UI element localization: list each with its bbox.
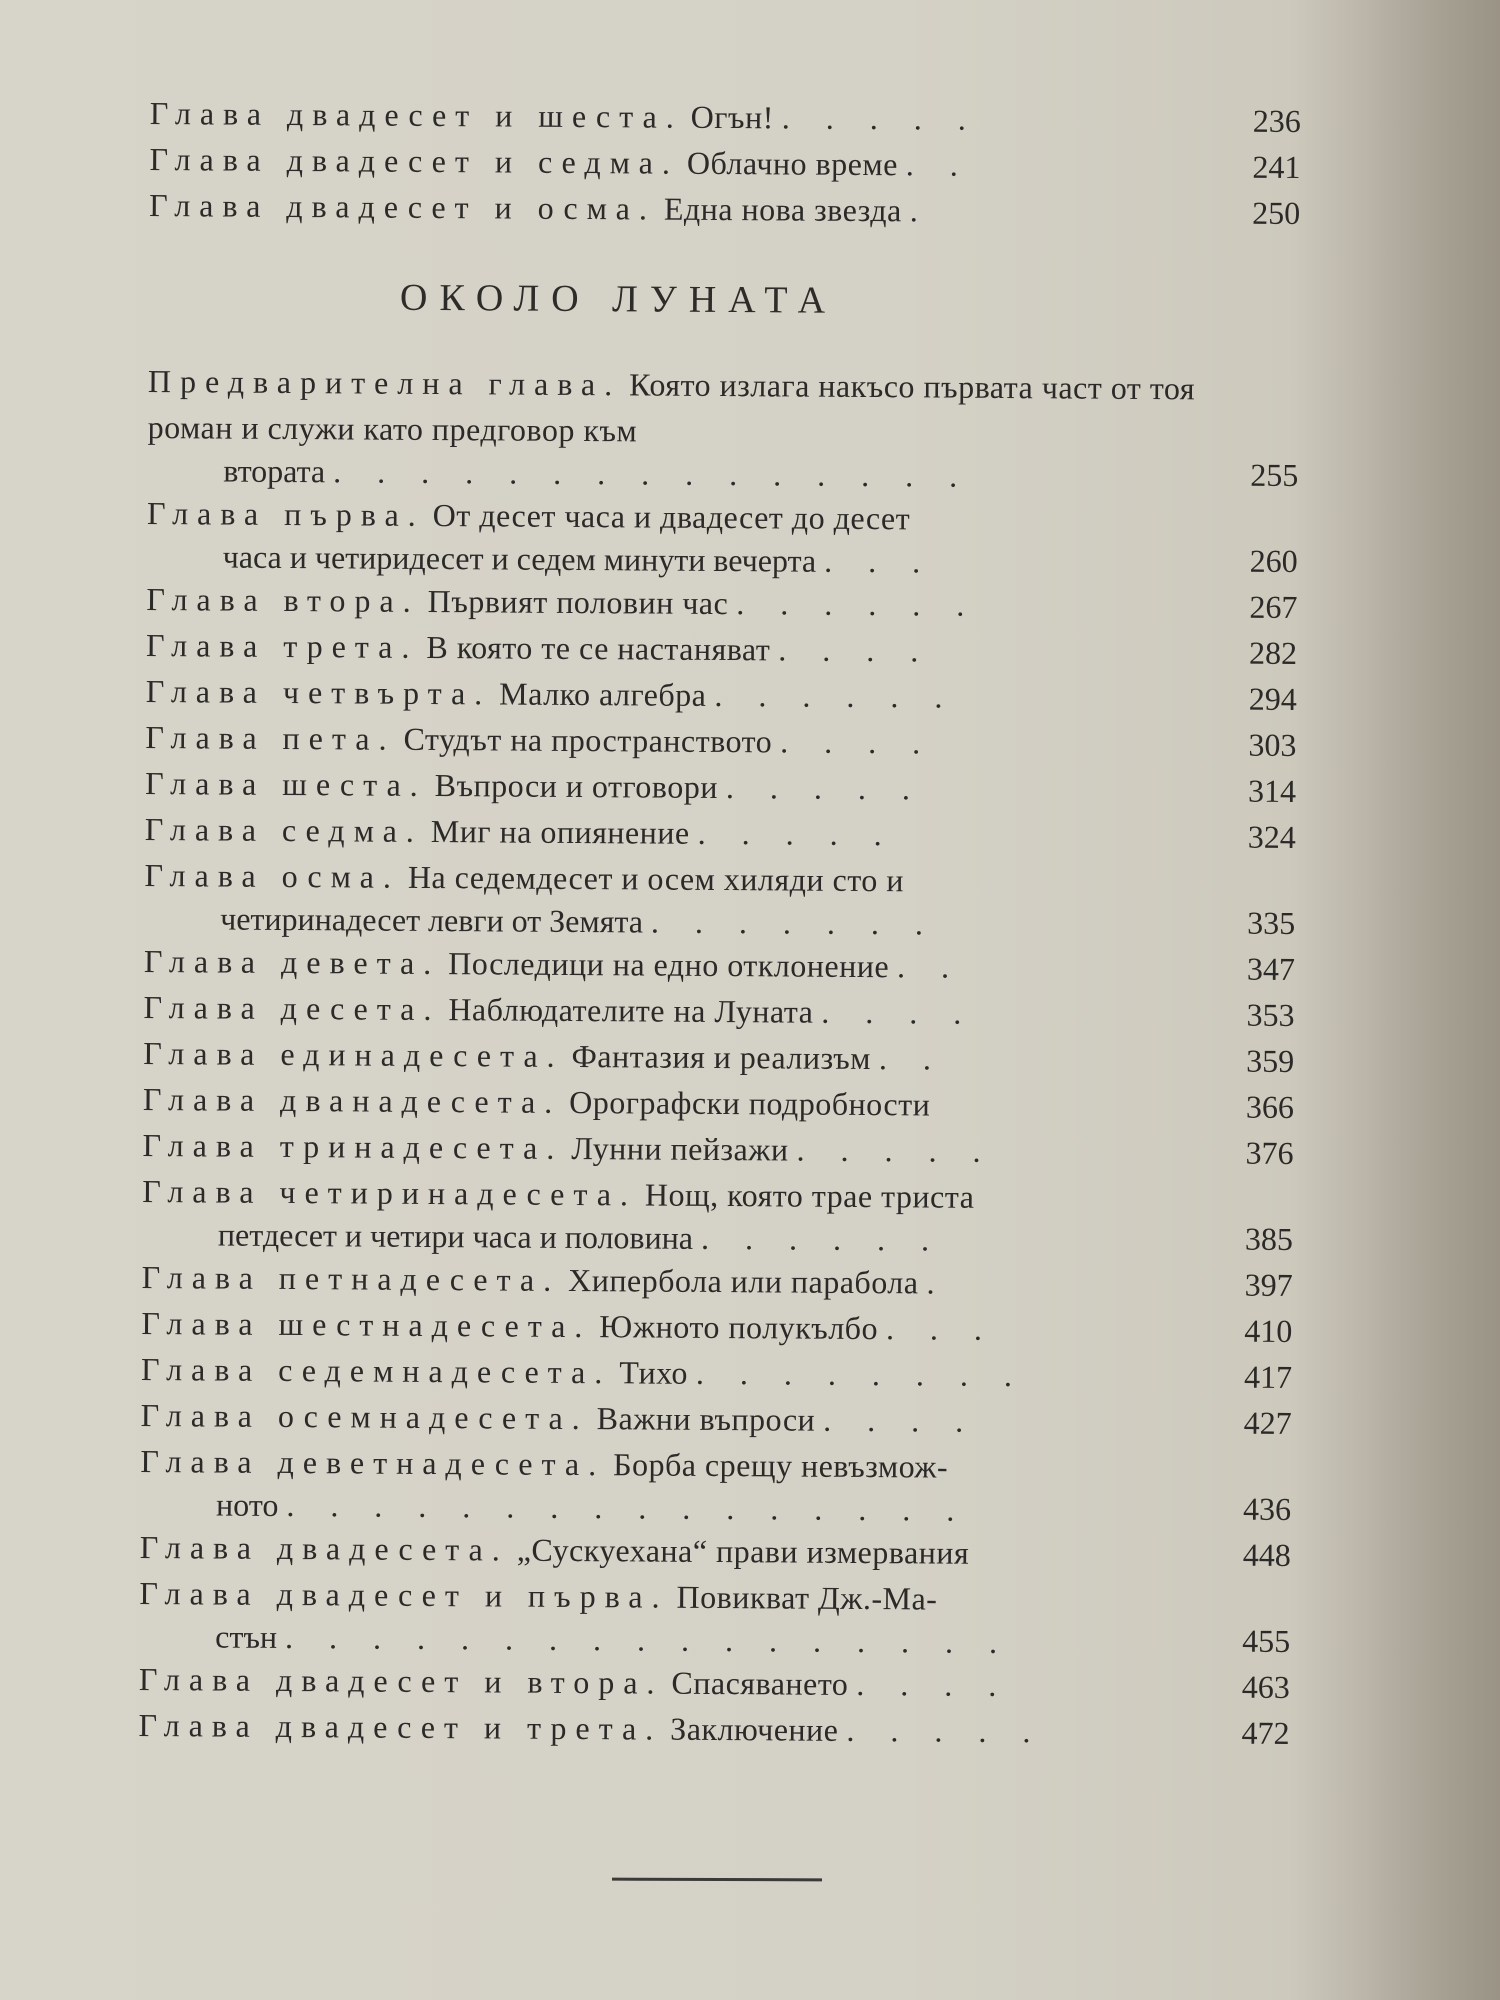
- toc-entry: [149, 136, 1319, 190]
- leader-dots: . . . . . .: [714, 676, 957, 715]
- toc-entry: [144, 852, 1315, 946]
- toc-entry: [142, 1168, 1313, 1262]
- toc-entry-text: [141, 1300, 1196, 1353]
- chapter-title-line2: четиринадесет левги от Земята: [220, 900, 644, 940]
- page-number: 427: [1243, 1404, 1292, 1442]
- chapter-title: Важни въпроси: [596, 1400, 816, 1438]
- toc-entry: [141, 1300, 1311, 1354]
- leader-dots: . . . .: [823, 1401, 978, 1439]
- chapter-label: Глава десета.: [143, 988, 441, 1028]
- chapter-label: Глава четиринадесета.: [142, 1172, 638, 1213]
- toc-main-list: [138, 358, 1318, 1756]
- chapter-label: Глава двадесет и трета.: [138, 1706, 663, 1747]
- page-number: 303: [1248, 726, 1297, 764]
- leader-dots: . . . . .: [725, 769, 925, 807]
- page-number: 417: [1243, 1358, 1293, 1396]
- page-number: 347: [1246, 950, 1296, 988]
- chapter-title: Първият половин час: [427, 582, 729, 622]
- leader-dots: . . .: [824, 542, 935, 580]
- chapter-label: Предварителна глава.: [147, 362, 622, 403]
- chapter-title: Спасяването: [671, 1664, 849, 1702]
- toc-entry: [139, 1570, 1310, 1664]
- chapter-title-line2: ното: [216, 1486, 279, 1523]
- chapter-title: „Сускуехана“ прави измервания: [516, 1531, 970, 1571]
- toc-entry: [145, 760, 1315, 814]
- page-number: 236: [1252, 102, 1301, 140]
- page-number: 241: [1252, 148, 1301, 186]
- page-number: 324: [1247, 818, 1296, 856]
- chapter-title: Лунни пейзажи: [571, 1129, 789, 1168]
- chapter-label: Глава втора.: [146, 580, 420, 619]
- chapter-title: Хипербола или парабола: [568, 1261, 919, 1301]
- leader-dots: . . . . . . . .: [695, 1354, 1027, 1394]
- leader-dots: . . . .: [780, 723, 935, 761]
- toc-top-list: [149, 90, 1320, 236]
- toc-entry-text: [142, 1254, 1197, 1307]
- toc-entry: [139, 1656, 1309, 1710]
- chapter-label: Глава пета.: [145, 718, 396, 757]
- chapter-title-line2: часа и четиридесет и седем минути вечерта: [222, 538, 817, 579]
- chapter-title: Заключение: [670, 1710, 839, 1748]
- leader-dots: . . . . .: [697, 814, 896, 853]
- leader-dots: . . . . .: [796, 1131, 995, 1169]
- page-number: 353: [1246, 996, 1295, 1034]
- toc-entry: [145, 806, 1315, 860]
- leader-dots: . . . .: [856, 1665, 1011, 1704]
- toc-entry: [142, 1254, 1312, 1308]
- page-number: 448: [1242, 1536, 1291, 1573]
- toc-entry-text: [150, 90, 1205, 143]
- toc-entry-text: [147, 490, 1203, 583]
- chapter-title: Въпроси и отговори: [434, 767, 719, 805]
- chapter-title-line2: втората: [223, 452, 326, 490]
- toc-entry: [146, 668, 1316, 722]
- chapter-label: Глава единадесета.: [143, 1034, 564, 1074]
- page-number: 436: [1242, 1490, 1292, 1528]
- toc-entry-text: [139, 1570, 1195, 1663]
- chapter-label: Глава двадесета.: [139, 1528, 509, 1568]
- chapter-title: Наблюдателите на Луната: [448, 991, 814, 1030]
- toc-entry-text: [139, 1656, 1194, 1709]
- toc-entry: [142, 1122, 1312, 1176]
- chapter-label: Глава седемнадесета.: [140, 1350, 612, 1391]
- chapter-title: Една нова звезда: [663, 190, 902, 229]
- chapter-title: Южното полукълбо: [599, 1308, 879, 1347]
- chapter-label: Глава четвърта.: [145, 672, 492, 712]
- leader-dots: . .: [905, 146, 972, 183]
- chapter-label: Глава двадесет и втора.: [138, 1660, 664, 1701]
- page-number: 455: [1242, 1622, 1291, 1659]
- chapter-label: Глава дванадесета.: [142, 1080, 562, 1120]
- page-number: 376: [1245, 1134, 1294, 1172]
- chapter-title: Облачно време: [686, 144, 899, 183]
- toc-entry-text: [145, 806, 1200, 859]
- page-number: 397: [1244, 1266, 1293, 1304]
- toc-entry-text: [144, 938, 1199, 991]
- toc-entry: [138, 1702, 1308, 1756]
- chapter-title: Последици на едно отклонение: [448, 945, 890, 985]
- closing-rule: [612, 1878, 822, 1882]
- chapter-title: От десет часа и двадесет до десет: [432, 496, 911, 537]
- chapter-label: Глава петнадесета.: [141, 1258, 561, 1298]
- toc-entry-text: [146, 576, 1201, 629]
- chapter-title-line2: стън: [215, 1618, 278, 1655]
- chapter-title: Миг на опиянение: [430, 812, 690, 851]
- chapter-title: Фантазия и реализъм: [571, 1037, 872, 1077]
- toc-entry: [146, 576, 1316, 630]
- chapter-label: Глава осма.: [144, 856, 401, 895]
- chapter-label: Глава шеста.: [145, 764, 427, 803]
- chapter-title: Повикват Дж.-Ма-: [676, 1578, 938, 1617]
- toc-entry-text: [145, 760, 1200, 813]
- toc-entry-text: [138, 1702, 1193, 1755]
- chapter-title: Която излага накъсо първата част от тоя роман и служи като предговор към: [147, 366, 1196, 449]
- page-number: 314: [1248, 772, 1297, 810]
- toc-entry: [145, 714, 1315, 768]
- chapter-title: Огън!: [690, 98, 774, 136]
- toc-entry-text: [143, 1030, 1198, 1083]
- page-number: 260: [1249, 542, 1298, 580]
- toc-entry-text: [143, 1076, 1198, 1129]
- toc-entry: [140, 1524, 1310, 1578]
- toc-entry-text: [141, 1392, 1196, 1445]
- toc-entry-text: [141, 1346, 1196, 1399]
- leader-dots: . . . . . . . . . . . . . . . .: [286, 1486, 969, 1528]
- toc-entry-text: [143, 984, 1198, 1037]
- page-number: 335: [1247, 904, 1296, 942]
- chapter-label: Глава тринадесета.: [142, 1126, 564, 1166]
- chapter-label: Глава девета.: [143, 942, 441, 982]
- chapter-label: Глава деветнадесета.: [140, 1442, 606, 1483]
- page-number: 359: [1246, 1042, 1295, 1080]
- leader-dots: .: [926, 1264, 949, 1301]
- toc-entry: [143, 1030, 1313, 1084]
- chapter-label: Глава седма.: [144, 810, 424, 849]
- page-number: 385: [1244, 1220, 1294, 1258]
- leader-dots: . . . . . .: [736, 585, 979, 623]
- table-of-contents: [138, 90, 1320, 1756]
- leader-dots: . . . . . . . . . . . . . . .: [333, 453, 972, 494]
- chapter-title: На седемдесет и осем хиляди сто и: [407, 858, 905, 899]
- chapter-label: Глава трета.: [145, 626, 419, 665]
- toc-entry: [147, 490, 1318, 584]
- chapter-label: Глава двадесет и шеста.: [149, 94, 683, 135]
- chapter-label: Глава първа.: [146, 494, 425, 533]
- chapter-title: В която те се настаняват: [426, 628, 771, 668]
- chapter-title: Борба срещу невъзмож-: [613, 1446, 949, 1485]
- toc-entry: [143, 1076, 1313, 1130]
- toc-entry-text: [146, 622, 1201, 675]
- page-number: 410: [1244, 1312, 1293, 1350]
- chapter-label: Глава двадесет и първа.: [139, 1574, 669, 1615]
- page-number: 255: [1250, 456, 1299, 494]
- page-number: 366: [1245, 1088, 1295, 1126]
- leader-dots: . .: [897, 948, 964, 985]
- toc-entry-text: [142, 1122, 1197, 1175]
- toc-entry: [150, 90, 1320, 144]
- toc-entry-text: [142, 1168, 1198, 1261]
- section-heading: ОКОЛО ЛУНАТА: [399, 276, 838, 322]
- toc-entry-text: [147, 358, 1203, 497]
- toc-entry-text: [140, 1524, 1195, 1577]
- page-number: 463: [1241, 1668, 1291, 1705]
- toc-entry-text: [145, 714, 1200, 767]
- page-number: 267: [1249, 588, 1298, 626]
- page-number: 294: [1248, 680, 1297, 718]
- leader-dots: . . .: [885, 1310, 997, 1347]
- toc-entry: [143, 984, 1313, 1038]
- toc-entry: [147, 358, 1318, 498]
- toc-entry: [146, 622, 1316, 676]
- chapter-title: Студът на пространството: [403, 720, 773, 760]
- toc-entry: [149, 182, 1319, 236]
- page-number: 282: [1248, 634, 1298, 672]
- toc-entry: [144, 938, 1314, 992]
- toc-entry-text: [146, 668, 1201, 721]
- page-number: 472: [1241, 1714, 1290, 1751]
- toc-entry-text: [144, 852, 1200, 945]
- leader-dots: . . . . . . .: [650, 903, 938, 942]
- chapter-title: Орографски подробности: [569, 1083, 931, 1123]
- leader-dots: . .: [878, 1040, 946, 1077]
- chapter-label: Глава двадесет и седма.: [149, 140, 680, 181]
- chapter-label: Глава осемнадесета.: [140, 1396, 589, 1437]
- chapter-title: Нощ, която трае триста: [644, 1176, 975, 1215]
- leader-dots: . . . .: [821, 993, 976, 1031]
- leader-dots: . . . . .: [846, 1711, 1045, 1750]
- toc-entry-text: [149, 136, 1204, 189]
- page-number: 250: [1252, 194, 1301, 232]
- toc-entry: [140, 1438, 1311, 1532]
- leader-dots: . . . . . . . . . . . . . . . . .: [284, 1618, 1012, 1661]
- chapter-title: Тихо: [619, 1354, 689, 1391]
- leader-dots: . . . . . .: [700, 1219, 944, 1258]
- chapter-label: Глава двадесет и осма.: [149, 186, 657, 227]
- toc-entry-text: [140, 1438, 1196, 1531]
- toc-entry: [141, 1346, 1311, 1400]
- chapter-label: Глава шестнадесета.: [141, 1304, 592, 1345]
- chapter-title: Малко алгебра: [499, 675, 707, 713]
- toc-entry-text: [149, 182, 1204, 235]
- leader-dots: . . . . .: [781, 99, 980, 137]
- leader-dots: .: [909, 192, 932, 229]
- toc-entry: [141, 1392, 1311, 1446]
- chapter-title-line2: петдесет и четири часа и половина: [217, 1216, 694, 1256]
- leader-dots: . . . .: [778, 631, 933, 669]
